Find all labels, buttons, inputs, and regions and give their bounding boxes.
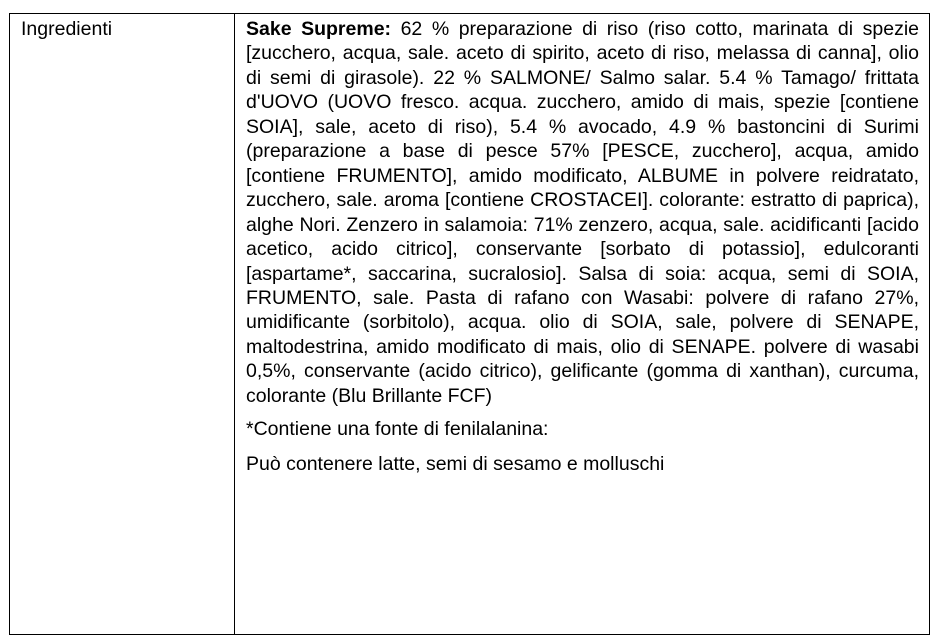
- product-name: Sake Supreme:: [246, 18, 392, 40]
- ingredients-text: 62 % preparazione di riso (riso cotto, marinata di spezie [zucchero, acqua, sale. aceto di spirito, aceto di riso, melassa di canna], olio di semi di girasole). 22 % SALMONE/ Salmo salar. 5.4 % Tamago/ frittata d'UOVO (UOVO fresco. acqua. zucchero, amido di mais, spezie [contiene SOIA], sale, aceto di riso), 5.4 % avocado, 4.9 % bastoncini di Surimi (preparazione a base di pesce 57% [PESCE, zucchero], acqua, amido [contiene FRUMENTO], amido modificato, ALBUME in polvere reidratato, zucchero, sale. aroma [contiene CROSTACEI]. colorante: estratto di paprica), alghe Nori. Zenzero in salamoia: 71% zenzero, acqua, sale. acidificanti [acido acetico, acido citrico], conservante [sorbato di potassio], edulcoranti [aspartame*, saccarina, sucralosio]. Salsa di soia: acqua, semi di SOIA, FRUMENTO, sale. Pasta di rafano con Wasabi: polvere di rafano 27%, umidificante (sorbitolo), acqua. olio di SOIA, sale, polvere di SENAPE, maltodestrina, amido modificato di mais, olio di SENAPE. polvere di wasabi 0,5%, conservante (acido citrico), gelificante (gomma di xanthan), curcuma, colorante (Blu Brillante FCF): [246, 18, 919, 407]
- ingredients-paragraph: [246, 17, 919, 408]
- content-cell: [235, 14, 929, 634]
- label-cell: [10, 14, 235, 634]
- ingredients-table: [9, 13, 930, 635]
- phenylalanine-note: *Contiene una fonte di fenilalanina:: [246, 418, 549, 441]
- ingredients-label: Ingredienti: [21, 18, 113, 40]
- allergy-statement: Può contenere latte, semi di sesamo e molluschi: [246, 452, 665, 475]
